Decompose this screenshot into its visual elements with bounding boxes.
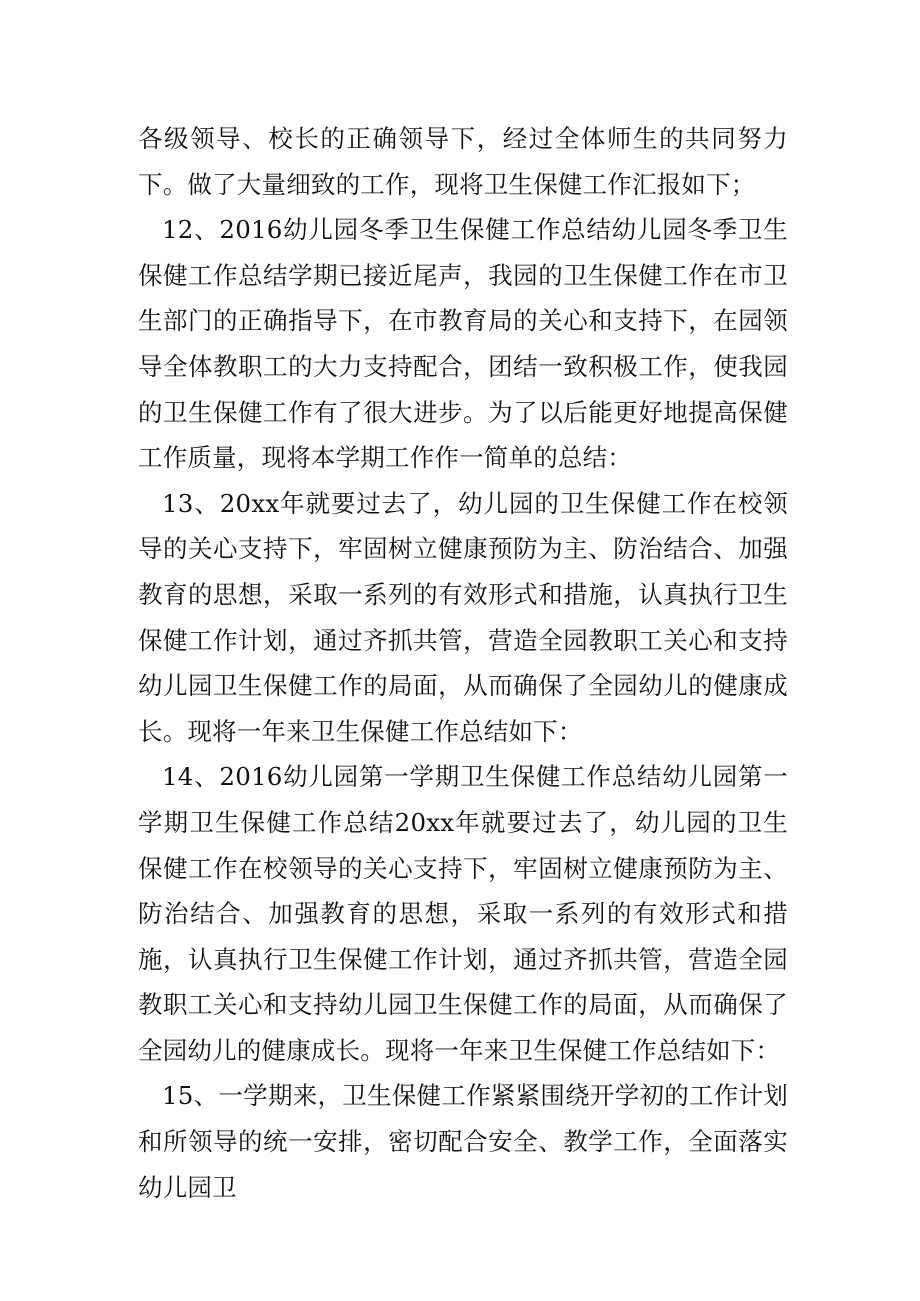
paragraph-continuation: 各级领导、校长的正确领导下，经过全体师生的共同努力下。做了大量细致的工作，现将卫生保健工作汇报如下； <box>138 124 788 199</box>
paragraph-item-12: 12、2016幼儿园冬季卫生保健工作总结幼儿园冬季卫生保健工作总结学期已接近尾声，我园的卫生保健工作在市卫生部门的正确指导下，在市教育局的关心和支持下，在园领导全体教职工的大力支持配合，团结一致积极工作，使我园的卫生保健工作有了很大进步。为了以后能更好地提高保健工作质量，现将本学期工作作一简单的总结： <box>138 215 788 473</box>
paragraph-item-14: 14、2016幼儿园第一学期卫生保健工作总结幼儿园第一学期卫生保健工作总结20xx年就要过去了，幼儿园的卫生保健工作在校领导的关心支持下，牢固树立健康预防为主、防治结合、加强教育的思想，采取一系列的有效形式和措施，认真执行卫生保健工作计划，通过齐抓共管，营造全园教职工关心和支持幼儿园卫生保健工作的局面，从而确保了全园幼儿的健康成长。现将一年来卫生保健工作总结如下： <box>138 762 788 1065</box>
paragraph-item-15: 15、一学期来，卫生保健工作紧紧围绕开学初的工作计划和所领导的统一安排，密切配合安全、教学工作，全面落实幼儿园卫 <box>138 1081 788 1202</box>
document-body <box>138 116 788 1210</box>
paragraph-item-13: 13、20xx年就要过去了，幼儿园的卫生保健工作在校领导的关心支持下，牢固树立健康预防为主、防治结合、加强教育的思想，采取一系列的有效形式和措施，认真执行卫生保健工作计划，通过齐抓共管，营造全园教职工关心和支持幼儿园卫生保健工作的局面，从而确保了全园幼儿的健康成长。现将一年来卫生保健工作总结如下： <box>138 488 788 746</box>
